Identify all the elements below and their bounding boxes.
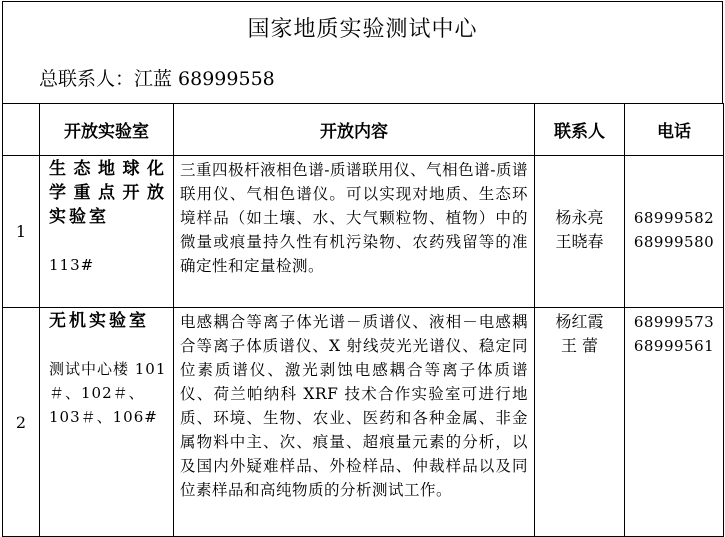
header-content: 开放内容	[174, 104, 535, 156]
lab-content: 三重四极杆液相色谱-质谱联用仪、气相色谱-质谱联用仪、气相色谱仪。可以实现对地质、生态环境样品（如土壤、水、大气颗粒物、植物）中的微量或痕量持久性有机污染物、农药残留等的准确定性和定量检测。	[180, 161, 528, 275]
phone-number: 68999573	[633, 313, 715, 331]
phone-cell	[625, 156, 724, 308]
content-cell	[174, 156, 535, 308]
header-lab: 开放实验室	[40, 104, 174, 156]
contact-name: 王 蕾	[560, 336, 599, 355]
lab-cell	[40, 156, 174, 308]
contact-name: 杨永亮	[555, 208, 604, 227]
contact-name: 杨红霞	[555, 312, 604, 331]
lab-name: 无机实验室	[49, 311, 149, 331]
header-index	[3, 104, 40, 156]
lab-content: 电感耦合等离子体光谱－质谱仪、液相－电感耦合等离子体质谱仪、X 射线荧光光谱仪、稳定同位素质谱仪、激光剥蚀电感耦合等离子体质谱仪、荷兰帕纳科 XRF 技术合作实验室可进行地质、环境、生物、农业、医药和各种金属、非金属物料中主、次、痕量、超痕量元素的分析，以及国内外疑难样品、外检样品、仲裁样品以及同位素样品和高纯物质的分析测试工作。	[180, 313, 528, 499]
content-cell	[174, 308, 535, 537]
contact-name: 王晓春	[555, 232, 604, 251]
phone-number: 68999561	[633, 337, 715, 355]
row-index: 1	[3, 156, 40, 308]
header-phone: 电话	[625, 104, 724, 156]
phone-cell	[625, 308, 724, 537]
table-row	[3, 308, 724, 537]
phone-number: 68999580	[633, 233, 715, 251]
page-title: 国家地质实验测试中心	[247, 17, 478, 42]
general-contact: 总联系人：江蓝 68999558	[39, 68, 275, 90]
lab-room: 113#	[49, 256, 95, 274]
lab-cell	[40, 308, 174, 537]
contact-cell	[535, 156, 625, 308]
row-index: 2	[3, 308, 40, 537]
table-header-row	[3, 104, 724, 156]
document-header	[2, 1, 723, 103]
phone-number: 68999582	[633, 209, 715, 227]
header-contact: 联系人	[535, 104, 625, 156]
contact-cell	[535, 308, 625, 537]
lab-name: 生态地球化学重点开放实验室	[49, 159, 167, 227]
lab-room: 测试中心楼 101＃、102＃、103＃、106#	[49, 360, 167, 426]
open-labs-table	[2, 103, 724, 537]
table-row	[3, 156, 724, 308]
